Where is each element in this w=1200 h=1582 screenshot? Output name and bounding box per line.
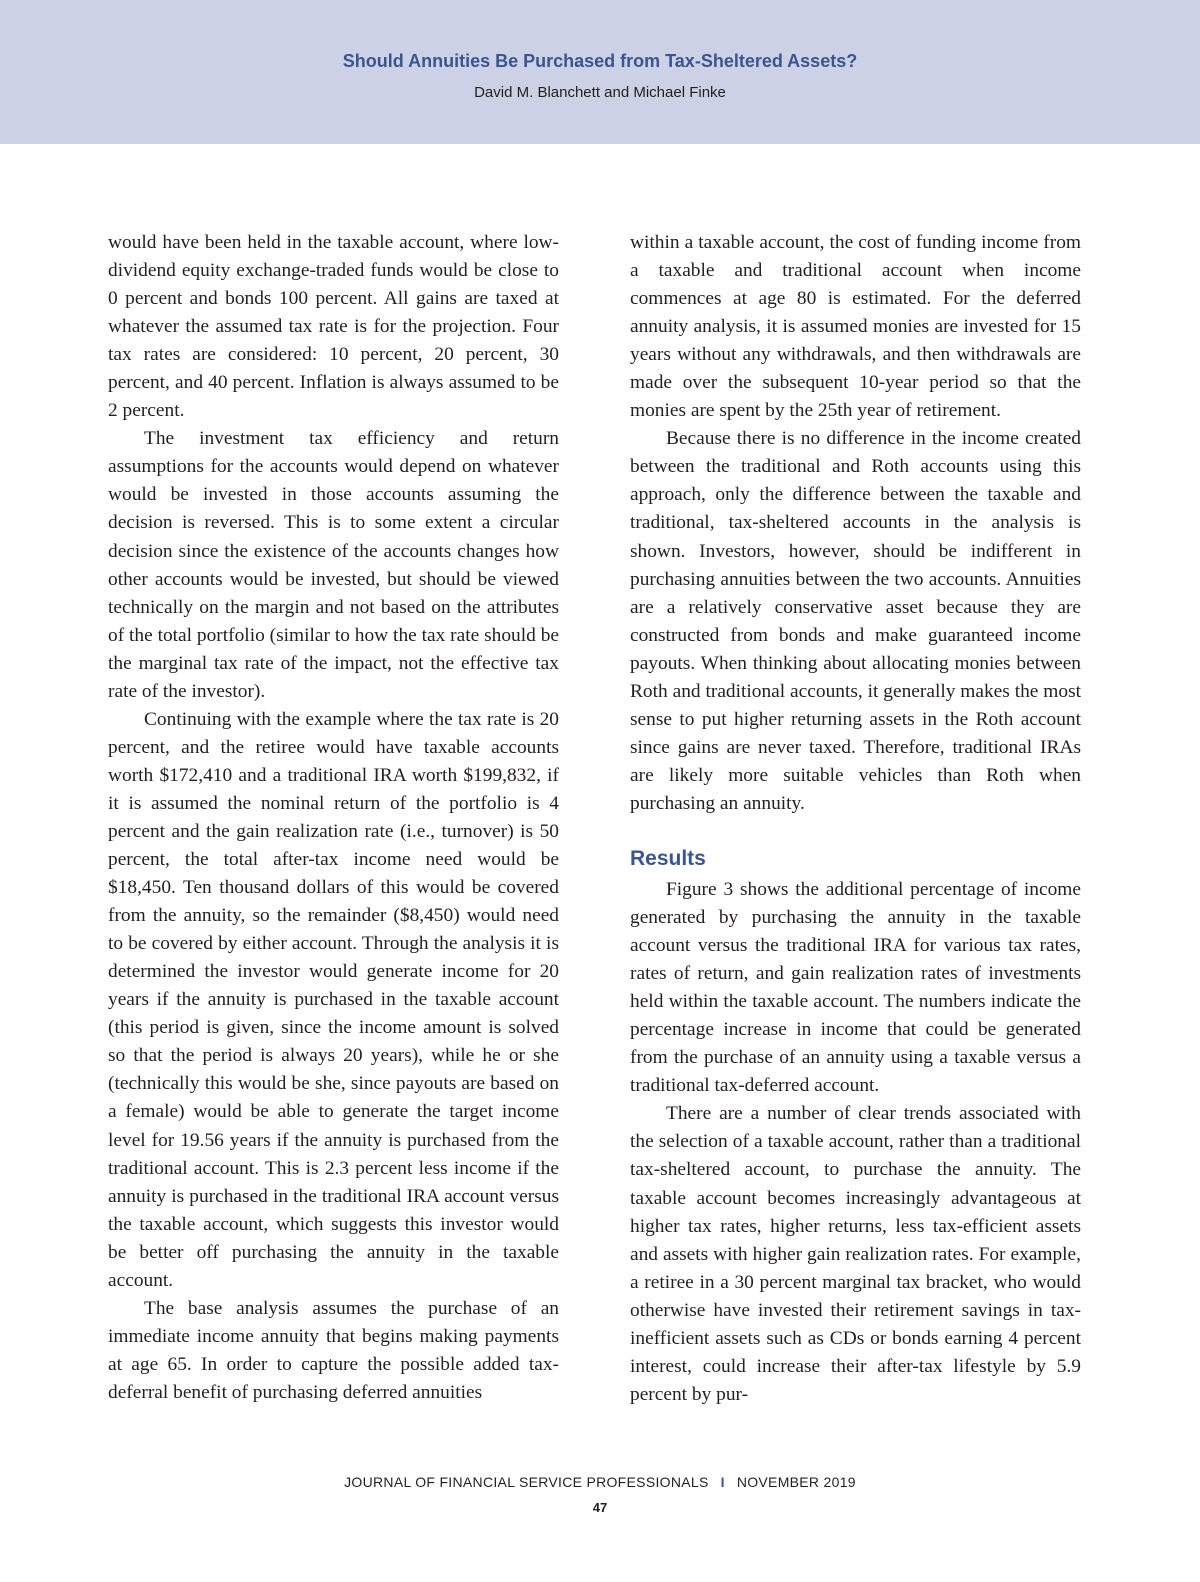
paragraph: The base analysis assumes the purchase of an immediate income annuity that begins making payments at age 65. In order to capture the possible added tax-deferral benefit of purchasing deferred annuities xyxy=(108,1297,559,1403)
article-title: Should Annuities Be Purchased from Tax-Sheltered Assets? xyxy=(342,51,858,71)
paragraph: Figure 3 shows the additional percentage of income generated by purchasing the annuity in the taxable account versus the traditional IRA for various tax rates, rates of return, and gain realization rates of investments held within the taxable account. The numbers indicate the percentage increase in income that could be generated from the purchase of an annuity using a taxable versus a traditional tax-deferred account. xyxy=(630,878,1081,1097)
footer-journal-line xyxy=(0,1474,1200,1490)
paragraph: Continuing with the example where the tax rate is 20 percent, and the retiree would have taxable accounts worth $172,410 and a traditional IRA worth $199,832, if it is assumed the nominal return of the portfolio is 4 percent and the gain realization rate (i.e., turnover) is 50 percent, the total after-tax income need would be $18,450. Ten thousand dollars of this would be covered from the annuity, so the remainder ($8,450) would need to be covered by either account. Through the analysis it is determined the investor would generate income for 20 years if the annuity is purchased in the taxable account (this period is given, since the income amount is solved so that the period is always 20 years), while he or she (technically this would be she, since payouts are based on a female) would be able to generate the target income level for 19.56 years if the annuity is purchased from the traditional account. This is 2.3 percent less income if the annuity is purchased in the traditional IRA account versus the taxable account, which suggests this investor would be better off purchasing the annuity in the taxable account. xyxy=(108,708,559,1291)
footer-separator: I xyxy=(720,1474,725,1490)
paragraph: Because there is no difference in the income created between the traditional and Roth accounts using this approach, only the difference between the taxable and traditional, tax-sheltered accounts in the analysis is shown. Investors, however, should be indifferent in purchasing annuities between the two accounts. Annuities are a relatively conservative asset because they are constructed from bonds and make guaranteed income payouts. When thinking about allocating monies between Roth and traditional accounts, it generally makes the most sense to put higher returning assets in the Roth account since gains are never taxed. Therefore, traditional IRAs are likely more suitable vehicles than Roth when purchasing an annuity. xyxy=(630,428,1081,814)
paragraph: within a taxable account, the cost of funding income from a taxable and traditional account when income commences at age 80 is estimated. For the deferred annuity analysis, it is assumed monies are invested for 15 years without any withdrawals, and then withdrawals are made over the subsequent 10-year period so that the monies are spent by the 25th year of retirement. xyxy=(630,232,1081,422)
section-heading-results: Results xyxy=(630,846,706,870)
journal-name: JOURNAL OF FINANCIAL SERVICE PROFESSIONALS xyxy=(344,1474,709,1490)
page-number: 47 xyxy=(592,1500,608,1515)
header-band xyxy=(0,0,1200,144)
article-authors: David M. Blanchett and Michael Finke xyxy=(474,84,726,101)
left-column xyxy=(108,229,559,1407)
paragraph: would have been held in the taxable account, where low-dividend equity exchange-traded funds would be close to 0 percent and bonds 100 percent. All gains are taxed at whatever the assumed tax rate is for the projection. Four tax rates are considered: 10 percent, 20 percent, 30 percent, and 40 percent. Inflation is always assumed to be 2 percent. xyxy=(108,232,559,422)
right-column xyxy=(630,229,1081,1409)
paragraph: There are a number of clear trends associated with the selection of a taxable account, rather than a traditional tax-sheltered account, to purchase the annuity. The taxable account becomes increasingly advantageous at higher tax rates, higher returns, less tax-efficient assets and assets with higher gain realization rates. For example, a retiree in a 30 percent marginal tax bracket, who would otherwise have invested their retirement savings in tax-inefficient assets such as CDs or bonds earning 4 percent interest, could increase their after-tax lifestyle by 5.9 percent by pur- xyxy=(630,1103,1081,1405)
issue-date: NOVEMBER 2019 xyxy=(736,1474,856,1490)
paragraph: The investment tax efficiency and return assumptions for the accounts would depend on whatever would be invested in those accounts assuming the decision is reversed. This is to some extent a circular decision since the existence of the accounts changes how other accounts would be invested, but should be viewed technically on the margin and not based on the attributes of the total portfolio (similar to how the tax rate should be the marginal tax rate of the impact, not the effective tax rate of the investor). xyxy=(108,428,559,702)
